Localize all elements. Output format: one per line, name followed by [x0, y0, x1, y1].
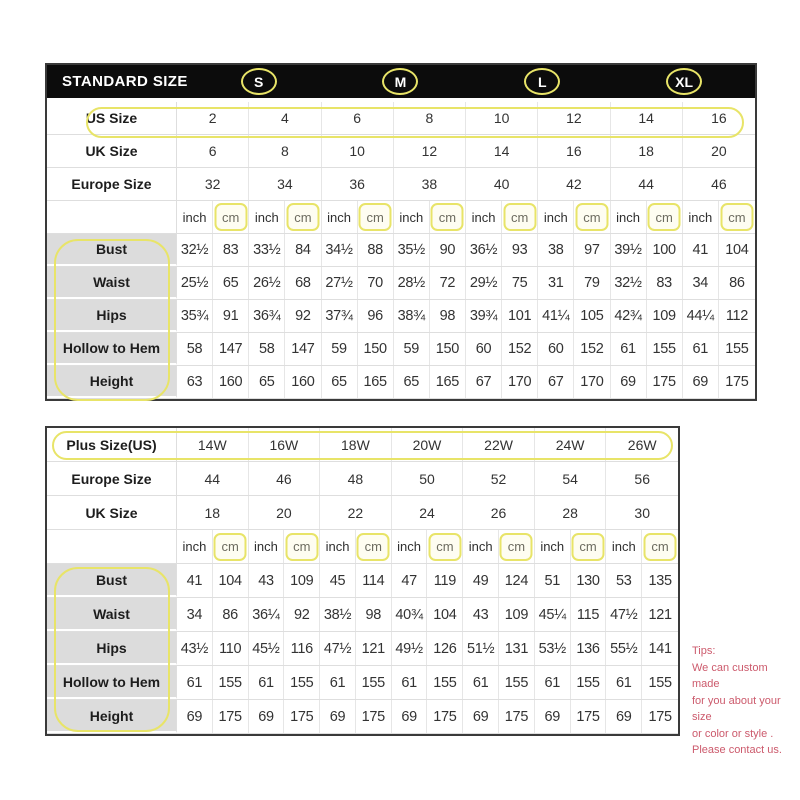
height-row — [47, 700, 678, 734]
table-cell: 33½ — [249, 234, 285, 266]
table-cell: 147 — [213, 333, 249, 365]
table-cell: 155 — [213, 666, 249, 699]
table-cell: 83 — [213, 234, 249, 266]
table-cell: 45¼ — [535, 598, 571, 631]
table-cell: 26½ — [249, 267, 285, 299]
unit-cells — [177, 530, 678, 563]
table-cell: 155 — [648, 674, 672, 691]
table-cell: 93 — [502, 234, 538, 266]
table-cell: 16 — [538, 135, 610, 167]
unit-cell: inch — [611, 201, 647, 233]
uk-size-row — [47, 135, 755, 168]
table-cell: 32½ — [177, 234, 213, 266]
tips-line: We can custom made — [692, 661, 768, 690]
table-cell: 61 — [320, 666, 356, 699]
table-cell: 104 — [427, 598, 463, 631]
row-cells — [177, 234, 755, 266]
tips-line: for you about your size — [692, 694, 781, 723]
tips-line: or color or style . — [692, 727, 774, 740]
standard-size-rows — [47, 102, 755, 201]
table-cell: 38 — [394, 168, 466, 200]
unit-cell: cm — [358, 201, 394, 233]
table-cell: 29½ — [466, 267, 502, 299]
row-cells — [177, 135, 755, 167]
table-cell: 126 — [427, 632, 463, 665]
table-cell: 61 — [535, 666, 571, 699]
hollow-to-hem-row — [47, 666, 678, 700]
table-cell: 61 — [249, 666, 285, 699]
table-cell: 165 — [430, 366, 466, 398]
table-cell: 63 — [177, 366, 213, 398]
row-cells — [177, 632, 678, 665]
table-cell: 155 — [725, 341, 749, 357]
table-cell: 34 — [683, 267, 719, 299]
table-cell: 121 — [356, 632, 392, 665]
table-cell: 175 — [647, 366, 683, 398]
table-cell: 35½ — [394, 234, 430, 266]
row-cells — [177, 462, 678, 495]
table-cell: 52 — [463, 462, 535, 495]
table-cell: 121 — [648, 606, 672, 623]
table-cell: 65 — [394, 366, 430, 398]
unit-cell: inch — [538, 201, 574, 233]
table-cell: 69 — [463, 700, 499, 733]
table-cell: 39¾ — [466, 300, 502, 332]
unit-cell: cm — [430, 201, 466, 233]
size-letter-badge: XL — [666, 68, 702, 95]
table-cell: 88 — [358, 234, 394, 266]
table-cell: 175 — [356, 700, 392, 733]
table-cell: 28½ — [394, 267, 430, 299]
table-cell: 104 — [213, 564, 249, 597]
table-cell: 37¾ — [322, 300, 358, 332]
row-label: Plus Size(US) — [47, 428, 177, 461]
unit-cell: cm — [213, 530, 249, 563]
table-cell: 155 — [284, 666, 320, 699]
table-cell: 79 — [574, 267, 610, 299]
standard-unit-row — [47, 201, 755, 234]
table-cell: 83 — [647, 267, 683, 299]
table-cell: 35¾ — [177, 300, 213, 332]
unit-cell: cm — [502, 201, 538, 233]
table-cell: 70 — [358, 267, 394, 299]
table-cell: 69 — [683, 366, 719, 398]
table-cell: 175 — [725, 374, 749, 390]
table-cell: 38½ — [320, 598, 356, 631]
table-cell: 26 — [463, 496, 535, 529]
tips-line: Please contact us. — [692, 744, 782, 756]
table-cell: 28 — [535, 496, 607, 529]
plus-measure-rows — [47, 564, 678, 734]
row-label: Waist — [47, 267, 177, 299]
row-cells — [177, 267, 755, 299]
unit-cell: cm — [427, 530, 463, 563]
unit-cell: inch — [683, 201, 719, 233]
standard-measure-rows — [47, 234, 755, 399]
table-cell: 14W — [177, 428, 249, 461]
table-cell: 38 — [538, 234, 574, 266]
bust-row — [47, 564, 678, 598]
waist-row — [47, 598, 678, 632]
row-label: Height — [47, 700, 177, 733]
table-cell: 61 — [177, 666, 213, 699]
table-cell: 124 — [499, 564, 535, 597]
table-cell: 91 — [213, 300, 249, 332]
table-cell: 14 — [611, 102, 683, 134]
row-cells — [177, 496, 678, 529]
unit-cell: cm — [285, 201, 321, 233]
table-cell: 16W — [249, 428, 321, 461]
table-cell: 141 — [648, 640, 672, 657]
table-cell: 20W — [392, 428, 464, 461]
standard-size-table — [45, 63, 757, 401]
table-cell: 135 — [648, 572, 672, 589]
row-label: Hips — [47, 300, 177, 332]
row-label: Height — [47, 366, 177, 398]
standard-size-title: STANDARD SIZE — [62, 73, 188, 90]
table-cell: 38¾ — [394, 300, 430, 332]
row-cells — [177, 333, 755, 365]
table-cell: 24 — [392, 496, 464, 529]
table-cell: 115 — [571, 598, 607, 631]
table-cell: 46 — [711, 176, 727, 192]
table-cell: 61 — [611, 333, 647, 365]
table-cell: 4 — [249, 102, 321, 134]
table-cell: 109 — [284, 564, 320, 597]
table-cell: 90 — [430, 234, 466, 266]
unit-cell: inch — [249, 201, 285, 233]
table-cell: 48 — [320, 462, 392, 495]
table-cell: 34 — [249, 168, 321, 200]
table-cell: 147 — [285, 333, 321, 365]
table-cell: 160 — [285, 366, 321, 398]
table-cell: 25½ — [177, 267, 213, 299]
table-cell: 72 — [430, 267, 466, 299]
table-cell: 31 — [538, 267, 574, 299]
table-cell: 152 — [574, 333, 610, 365]
table-cell: 130 — [571, 564, 607, 597]
bust-row — [47, 234, 755, 267]
table-cell: 8 — [249, 135, 321, 167]
unit-row-empty-label — [47, 530, 177, 563]
table-cell: 36¾ — [249, 300, 285, 332]
table-cell: 175 — [427, 700, 463, 733]
europe-size-row — [47, 462, 678, 496]
unit-cell: inch — [320, 530, 356, 563]
table-cell: 96 — [358, 300, 394, 332]
unit-cell: inch — [463, 530, 499, 563]
table-cell: 44 — [611, 168, 683, 200]
table-cell: 49 — [463, 564, 499, 597]
europe-size-row — [47, 168, 755, 201]
table-cell: 155 — [427, 666, 463, 699]
table-cell: 155 — [571, 666, 607, 699]
unit-cell: inch — [177, 201, 213, 233]
table-cell: 53 — [606, 564, 642, 597]
table-cell: 67 — [466, 366, 502, 398]
table-cell: 43 — [249, 564, 285, 597]
table-cell: 170 — [502, 366, 538, 398]
row-cells — [177, 168, 755, 200]
table-cell: 131 — [499, 632, 535, 665]
table-cell: 43½ — [177, 632, 213, 665]
table-cell: 42 — [538, 168, 610, 200]
row-cells — [177, 300, 755, 332]
unit-cell: cm — [719, 201, 755, 233]
table-cell: 44¼ — [683, 300, 719, 332]
table-cell: 40 — [466, 168, 538, 200]
table-cell: 56 — [634, 470, 650, 487]
custom-made-tips-note — [692, 643, 798, 759]
table-cell: 12 — [394, 135, 466, 167]
table-cell: 69 — [606, 700, 642, 733]
table-cell: 47 — [392, 564, 428, 597]
table-cell: 59 — [394, 333, 430, 365]
table-cell: 155 — [356, 666, 392, 699]
table-cell: 47½ — [606, 598, 642, 631]
table-cell: 10 — [322, 135, 394, 167]
unit-cell: inch — [177, 530, 213, 563]
table-cell: 69 — [177, 700, 213, 733]
table-cell: 12 — [538, 102, 610, 134]
table-cell: 61 — [683, 333, 719, 365]
table-cell: 65 — [213, 267, 249, 299]
table-cell: 51½ — [463, 632, 499, 665]
table-cell: 61 — [463, 666, 499, 699]
row-label: Waist — [47, 598, 177, 631]
table-cell: 27½ — [322, 267, 358, 299]
unit-cell: inch — [606, 530, 642, 563]
table-cell: 34 — [177, 598, 213, 631]
table-cell: 69 — [249, 700, 285, 733]
table-cell: 68 — [285, 267, 321, 299]
table-cell: 84 — [285, 234, 321, 266]
table-cell: 75 — [502, 267, 538, 299]
row-label: Hollow to Hem — [47, 333, 177, 365]
table-cell: 44 — [177, 462, 249, 495]
unit-cell: cm — [571, 530, 607, 563]
table-cell: 69 — [535, 700, 571, 733]
table-cell: 98 — [430, 300, 466, 332]
row-label: Bust — [47, 234, 177, 266]
row-label: Europe Size — [47, 168, 177, 200]
size-letter-badge: M — [382, 68, 418, 95]
row-cells — [177, 598, 678, 631]
table-cell: 105 — [574, 300, 610, 332]
table-cell: 136 — [571, 632, 607, 665]
row-label: US Size — [47, 102, 177, 134]
table-cell: 40¾ — [392, 598, 428, 631]
table-cell: 45 — [320, 564, 356, 597]
table-cell: 69 — [611, 366, 647, 398]
unit-cell: inch — [322, 201, 358, 233]
tips-line: Tips: — [692, 645, 716, 657]
table-cell: 152 — [502, 333, 538, 365]
table-cell: 49½ — [392, 632, 428, 665]
table-cell: 92 — [285, 300, 321, 332]
row-label: Europe Size — [47, 462, 177, 495]
row-cells — [177, 666, 678, 699]
table-cell: 155 — [647, 333, 683, 365]
table-cell: 150 — [358, 333, 394, 365]
table-cell: 175 — [284, 700, 320, 733]
height-row — [47, 366, 755, 399]
hips-row — [47, 632, 678, 666]
table-cell: 42¾ — [611, 300, 647, 332]
table-cell: 58 — [249, 333, 285, 365]
table-cell: 60 — [466, 333, 502, 365]
table-cell: 6 — [177, 135, 249, 167]
table-cell: 86 — [213, 598, 249, 631]
table-cell: 100 — [647, 234, 683, 266]
table-cell: 92 — [284, 598, 320, 631]
row-cells — [177, 366, 755, 398]
table-cell: 54 — [535, 462, 607, 495]
row-label: UK Size — [47, 496, 177, 529]
unit-cell: inch — [535, 530, 571, 563]
row-cells — [177, 102, 755, 134]
table-cell: 36½ — [466, 234, 502, 266]
us-size-row — [47, 102, 755, 135]
row-label: UK Size — [47, 135, 177, 167]
row-cells — [177, 564, 678, 597]
table-cell: 59 — [322, 333, 358, 365]
uk-size-row — [47, 496, 678, 530]
table-cell: 46 — [249, 462, 321, 495]
unit-cell: inch — [392, 530, 428, 563]
unit-cell: cm — [574, 201, 610, 233]
table-cell: 53½ — [535, 632, 571, 665]
size-letter-badge: S — [241, 68, 277, 95]
plus-size-table — [45, 426, 680, 736]
table-cell: 16 — [711, 110, 727, 126]
hollow-to-hem-row — [47, 333, 755, 366]
table-cell: 65 — [322, 366, 358, 398]
table-cell: 61 — [606, 666, 642, 699]
table-cell: 109 — [499, 598, 535, 631]
table-cell: 39½ — [611, 234, 647, 266]
table-cell: 36¼ — [249, 598, 285, 631]
table-cell: 110 — [213, 632, 249, 665]
table-cell: 101 — [502, 300, 538, 332]
table-cell: 50 — [392, 462, 464, 495]
table-cell: 51 — [535, 564, 571, 597]
table-cell: 8 — [394, 102, 466, 134]
unit-cell: inch — [249, 530, 285, 563]
table-cell: 2 — [177, 102, 249, 134]
table-cell: 67 — [538, 366, 574, 398]
table-cell: 18 — [611, 135, 683, 167]
table-cell: 34½ — [322, 234, 358, 266]
unit-cell: cm — [356, 530, 392, 563]
table-cell: 175 — [571, 700, 607, 733]
size-letter-groups — [188, 68, 755, 95]
table-cell: 36 — [322, 168, 394, 200]
unit-cell: cm — [499, 530, 535, 563]
table-cell: 86 — [729, 275, 745, 291]
table-cell: 175 — [648, 708, 672, 725]
row-cells — [177, 428, 678, 461]
row-label: Hips — [47, 632, 177, 665]
row-label: Hollow to Hem — [47, 666, 177, 699]
table-cell: 109 — [647, 300, 683, 332]
table-cell: 45½ — [249, 632, 285, 665]
unit-cell: inch — [394, 201, 430, 233]
row-label: Bust — [47, 564, 177, 597]
table-cell: 104 — [725, 242, 749, 258]
table-cell: 32½ — [611, 267, 647, 299]
table-cell: 18 — [177, 496, 249, 529]
table-cell: 41 — [683, 234, 719, 266]
table-cell: 65 — [249, 366, 285, 398]
table-cell: 116 — [284, 632, 320, 665]
table-cell: 60 — [538, 333, 574, 365]
table-cell: 119 — [427, 564, 463, 597]
plus-size-rows — [47, 428, 678, 530]
table-cell: 58 — [177, 333, 213, 365]
plus-unit-row — [47, 530, 678, 564]
table-cell: 175 — [213, 700, 249, 733]
table-cell: 6 — [322, 102, 394, 134]
table-cell: 112 — [725, 308, 749, 324]
row-cells — [177, 700, 678, 733]
table-cell: 41¼ — [538, 300, 574, 332]
table-cell: 24W — [535, 428, 607, 461]
unit-cell: cm — [642, 530, 678, 563]
unit-cells — [177, 201, 755, 233]
unit-cell: cm — [647, 201, 683, 233]
table-cell: 98 — [356, 598, 392, 631]
table-cell: 69 — [392, 700, 428, 733]
table-cell: 41 — [177, 564, 213, 597]
table-cell: 155 — [499, 666, 535, 699]
table-cell: 20 — [249, 496, 321, 529]
table-cell: 69 — [320, 700, 356, 733]
hips-row — [47, 300, 755, 333]
table-cell: 170 — [574, 366, 610, 398]
table-cell: 43 — [463, 598, 499, 631]
unit-row-empty-label — [47, 201, 177, 233]
table-cell: 114 — [356, 564, 392, 597]
table-cell: 14 — [466, 135, 538, 167]
table-cell: 20 — [711, 143, 727, 159]
table-cell: 150 — [430, 333, 466, 365]
size-letter-badge: L — [524, 68, 560, 95]
table-cell: 22 — [320, 496, 392, 529]
table-cell: 175 — [499, 700, 535, 733]
table-cell: 30 — [634, 504, 650, 521]
table-cell: 160 — [213, 366, 249, 398]
table-cell: 55½ — [606, 632, 642, 665]
table-cell: 10 — [466, 102, 538, 134]
standard-size-header-bar — [47, 65, 755, 102]
table-cell: 22W — [463, 428, 535, 461]
table-cell: 32 — [177, 168, 249, 200]
plus-size-us--row — [47, 428, 678, 462]
table-cell: 47½ — [320, 632, 356, 665]
table-cell: 165 — [358, 366, 394, 398]
table-cell: 26W — [627, 436, 657, 453]
unit-cell: cm — [284, 530, 320, 563]
waist-row — [47, 267, 755, 300]
unit-cell: inch — [466, 201, 502, 233]
table-cell: 18W — [320, 428, 392, 461]
unit-cell: cm — [213, 201, 249, 233]
table-cell: 61 — [392, 666, 428, 699]
table-cell: 97 — [574, 234, 610, 266]
